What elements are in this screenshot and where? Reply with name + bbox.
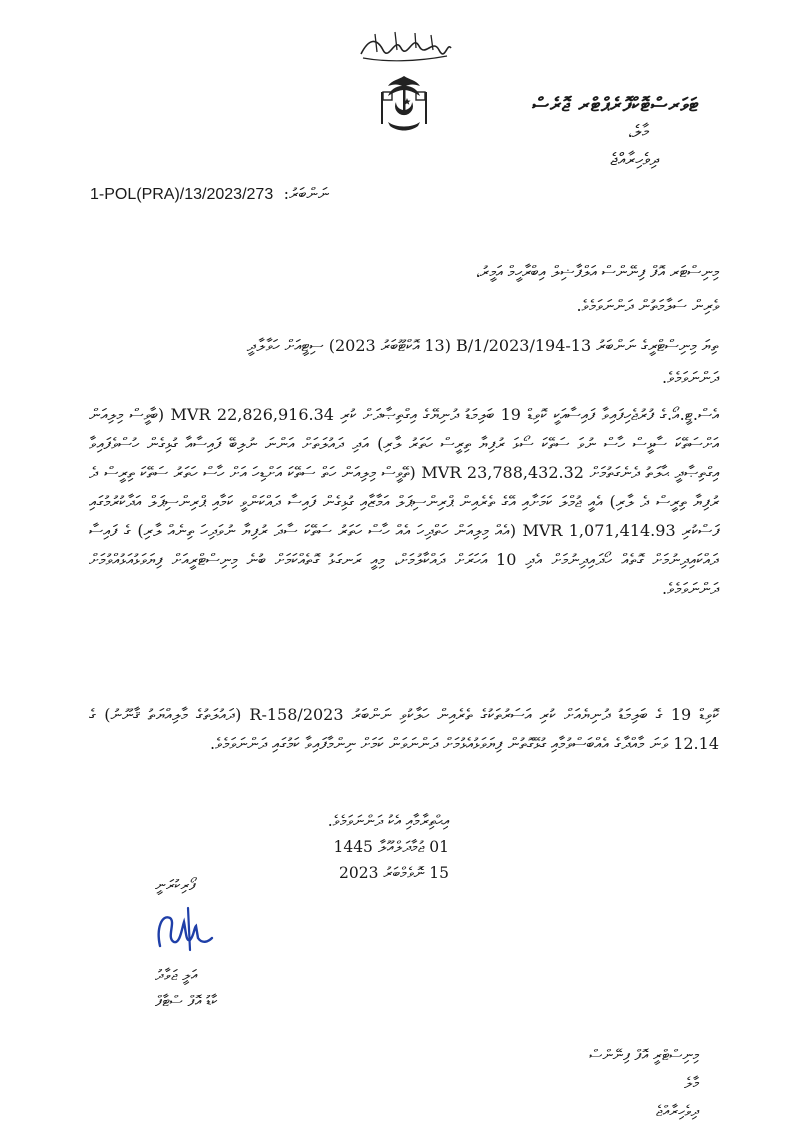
organization-name: ޓަވަރސްޓޮކްފޮރެޕްޓްރ ޖޮރެސް (532, 94, 699, 116)
body-paragraph-1a: ތިޔަ މިނިސްޓްރީގެ ނަންބަރު 13-B/1/2023/194 (13 އޮކްޓޫބަރު 2023) ސިޓީއަށް ހަވާލާދީ (246, 336, 719, 355)
recipient-line-1: މިނިސްޓްރީ އޮފް ފިނޭންސް (589, 1046, 699, 1064)
addressee-line-1: މިނިސްޓަރ އޮފް ފިނޭންސް އަލްފާޟިލް އިބްރާހީމް އަމީރު، (475, 262, 719, 281)
maldives-state-emblem-icon (378, 72, 430, 134)
body-paragraph-1b: ދަންނަވަމެވެ. (661, 368, 719, 387)
body-paragraph-2: އެސް.ޓީ.އޯ.ގެ ފުރުޖެހިފައިވާ ފައިސާއަކީ ކޮވިޑް 19 ބަލިމަޑު ދުނިޔޭގެ އިގްތިޞާދަށް ކުރި MVR 22,826,916.34 (ބާވީސް މިލިއަން އަށްސަތޭކަ ސާޅީސް ހާސް ނުވަ ސަތޭކަ ސޯޅަ ރުފިޔާ ތިރީސް ހަތަރު ލާރި) އަދި ދައުލަތަށް އަންނަ ނުލިބޭ ފައިސާއާ ގުޅިގެން ހުސްވެފައިވާ އިގްތިޞާދީ ޙާލަތު ދެނެގަތުމަށް MVR 23,788,432.32 (ތޭވީސް މިލިއަން ހަތް ސަތޭކަ އަށްޑިހަ އަށް ހާސް ހަތަރު ސަތޭކަ ތިރީސް ދެ ރުފިޔާ ތިރީސް ދެ ލާރި) އެއީ ޖުމްލަ ކަމަށާއި އޭގެ ތެރެއިން ޕްރިންސިޕަލް އަމާޒާއި ގުޅިގެން ފައިސާ ދައްކަންވީ ކަމާއި ޕްރިންސިޕަލް އަދާކުރުމުގައި ފަސްކުރި MVR 1,071,414.93 (އެއް މިލިއަން ހަތްދިހަ އެއް ހާސް ހަތަރު ސަތޭކަ ސާދަ ރުފިޔާ ނުވަދިހަ ތިނެއް ލާރި) ގެ ފައިސާ ދައްކައިދިނުމަށް ގޮތެއް ހޯދައިދިނުމަށް އެދި 10 އަހަރަށް ދައްކާލުމަށް، މިއީ ރަނގަޅު ގޮތެއްކަމަށް ބުނެ މިނިސްޓްރީއަށް ފިޔަވަޅުއަޅުއްވުމަށް ދަންނަވަމެވެ. (89, 405, 720, 598)
body-paragraph-3: ކޮވިޑް 19 ގެ ބަލިމަޑު ދުނިޔެއަށް ކުރި އަސަރުތަކުގެ ތެރެއިން ހަލާކުވި ނަންބަރު 2023/R-158 (ދައުލަތުގެ މާލިއްޔަތު ޤާނޫނު) ގެ 12.14 ވަނަ މާއްދާގެ އެއްބަސްވުމާއި ގުޅޭގޮތުން ފިޔަވަޅުއެޅުމަށް ދަންނަވަން ކަމަށް ނިންމާފައިވާ ކަމުގައި ދަންނަވަމެވެ. (89, 705, 719, 753)
reference-label: ނަންބަރު: (283, 184, 329, 203)
closing-hijri-date: 01 ޖުމާދަލްއޫލާ 1445 (333, 838, 449, 856)
recipient-line-2: މާލެ (684, 1074, 699, 1092)
addressee-line-2: ވެރިން ސަލާމަތުން ދަންނަވަމެވެ. (576, 296, 719, 315)
reference-value: 1-POL(PRA)/13/2023/273 (90, 186, 274, 203)
handwritten-signature (150, 898, 220, 958)
organization-city: މާލެ، (627, 122, 649, 142)
signatory-name: އަލީ ޖަވާދު (155, 966, 198, 984)
signatory-title: ކާޑު އޮފް ސްޓާފް (155, 992, 218, 1010)
closing-gregorian-date: 15 ނޮވެމްބަރު 2023 (339, 864, 449, 882)
basmala-calligraphy (355, 28, 455, 62)
closing-greeting: އިޙްތިރާމާއި އެކު ދަންނަވަމެވެ. (327, 812, 449, 830)
organization-country: ދިވެހިރާއްޖެ (610, 150, 659, 170)
reference-number (90, 184, 329, 204)
recipient-line-3: ދިވެހިރާއްޖެ (655, 1102, 699, 1120)
signatory-role: ފޯރިކުރަނީ (155, 876, 196, 894)
